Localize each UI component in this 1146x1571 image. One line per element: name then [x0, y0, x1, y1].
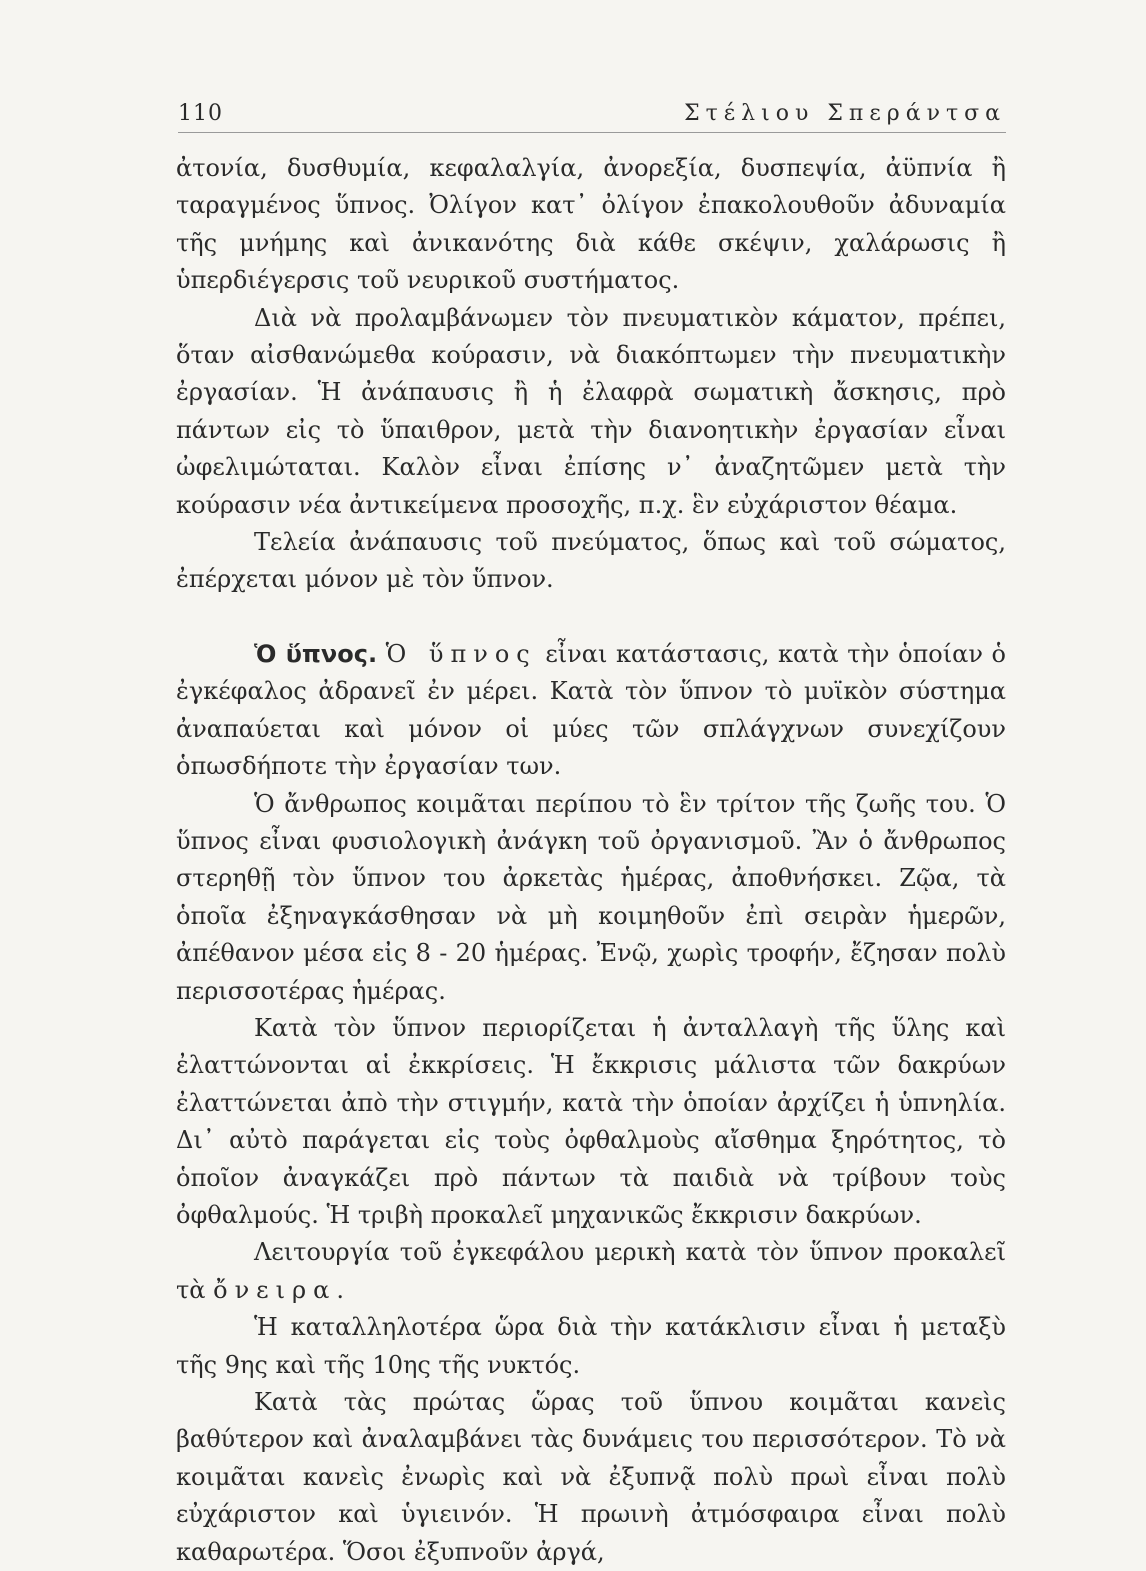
paragraph-dreams — [176, 1234, 1006, 1309]
paragraph-6: Κατὰ τὸν ὕπνον περιορίζεται ἡ ἀνταλλαγὴ τῆς ὕλης καὶ ἐλαττώνονται αἱ ἐκκρίσεις. Ἡ ἔκκρισις μάλιστα τῶν δακρύων ἐλαττώνεται ἀπὸ τὴν στιγμήν, κατὰ τὴν ὁποίαν ἀρχίζει ἡ ὑπνηλία. Δι᾽ αὐτὸ παράγεται εἰς τοὺς ὀφθαλμοὺς αἴσθημα ξηρότητος, τὸ ὁποῖον ἀναγκάζει πρὸ πάντων τὰ παιδιὰ νὰ τρίβουν τοὺς ὀφθαλμούς. Ἡ τριβὴ προκαλεῖ μηχανικῶς ἔκκρισιν δακρύων. — [176, 1013, 1006, 1229]
paragraph-9: Κατὰ τὰς πρώτας ὥρας τοῦ ὕπνου κοιμᾶται κανεὶς βαθύτερον καὶ ἀναλαμβάνει τὰς δυνάμεις του περισσότερον. Τὸ νὰ κοιμᾶται κανεὶς ἐνωρὶς καὶ νὰ ἐξυπνᾷ πολὺ πρωὶ εἶναι πολὺ εὐχάριστον καὶ ὑγιεινόν. Ἡ πρωινὴ ἀτμόσφαιρα εἶναι πολὺ καθαρωτέρα. Ὅσοι ἐξυπνοῦν ἀργά, — [176, 1388, 1006, 1566]
paragraph-1: ἀτονία, δυσθυμία, κεφαλαλγία, ἀνορεξία, δυσπεψία, ἀϋπνία ἢ ταραγμένος ὕπνος. Ὀλίγον κατ᾽ ὀλίγον ἐπακολουθοῦν ἀδυναμία τῆς μνήμης καὶ ἀνικανότης διὰ κάθε σκέψιν, χαλάρωσις ἢ ὑπερδιέγερσις τοῦ νευρικοῦ συστήματος. — [176, 154, 1006, 295]
section-heading: Ὁ ὕπνος. — [254, 639, 378, 668]
paragraph-sleep-intro — [176, 636, 1006, 786]
page-number: 110 — [178, 101, 223, 126]
paragraph-text: εἶναι κατάστασις, κατὰ τὴν ὁποίαν ὁ ἐγκέφαλος ἀδρανεῖ ἐν μέρει. Κατὰ τὸν ὕπνον τὸ μυϊκὸν σύστημα ἀναπαύεται καὶ μόνον οἱ μύες τῶν σπλάγχνων συνεχίζουν ὁπωσδήποτε τὴν ἐργασίαν των. — [176, 639, 1006, 781]
paragraph-8: Ἡ καταλληλοτέρα ὥρα διὰ τὴν κατάκλισιν εἶναι ἡ μεταξὺ τῆς 9ης καὶ τῆς 10ης τῆς νυκτός. — [176, 1313, 1006, 1379]
body-text — [176, 150, 1006, 1571]
running-head: Στέλιου Σπεράντσα — [684, 101, 1006, 126]
spaced-term: Ὁ ὕπνος — [385, 639, 537, 668]
paragraph-text: Λειτουργία τοῦ ἐγκεφάλου μερικὴ κατὰ τὸν ὕπνον προκαλεῖ τὰ — [176, 1238, 1006, 1304]
spaced-term: ὄνειρα. — [213, 1275, 351, 1304]
paragraph-5: Ὁ ἄνθρωπος κοιμᾶται περίπου τὸ ἓν τρίτον τῆς ζωῆς του. Ὁ ὕπνος εἶναι φυσιολογικὴ ἀνάγκη τοῦ ὀργανισμοῦ. Ἂν ὁ ἄνθρωπος στερηθῇ τὸν ὕπνον του ἀρκετὰς ἡμέρας, ἀποθνήσκει. Ζῷα, τὰ ὁποῖα ἐξηναγκάσθησαν νὰ μὴ κοιμηθοῦν ἐπὶ σειρὰν ἡμερῶν, ἀπέθανον μέσα εἰς 8 - 20 ἡμέρας. Ἐνῷ, χωρὶς τροφήν, ἔζησαν πολὺ περισσοτέρας ἡμέρας. — [176, 789, 1006, 1005]
page-header — [178, 92, 1006, 133]
paragraph-3: Τελεία ἀνάπαυσις τοῦ πνεύματος, ὅπως καὶ τοῦ σώματος, ἐπέρχεται μόνον μὲ τὸν ὕπνον. — [176, 528, 1006, 594]
paragraph-2: Διὰ νὰ προλαμβάνωμεν τὸν πνευματικὸν κάματον, πρέπει, ὅταν αἰσθανώμεθα κούρασιν, νὰ διακόπτωμεν τὴν πνευματικὴν ἐργασίαν. Ἡ ἀνάπαυσις ἢ ἡ ἐλαφρὰ σωματικὴ ἄσκησις, πρὸ πάντων εἰς τὸ ὕπαιθρον, μετὰ τὴν διανοητικὴν ἐργασίαν εἶναι ὠφελιμώταται. Καλὸν εἶναι ἐπίσης ν᾽ ἀναζητῶμεν μετὰ τὴν κούρασιν νέα ἀντικείμενα προσοχῆς, π.χ. ἓν εὐχάριστον θέαμα. — [176, 303, 1006, 519]
